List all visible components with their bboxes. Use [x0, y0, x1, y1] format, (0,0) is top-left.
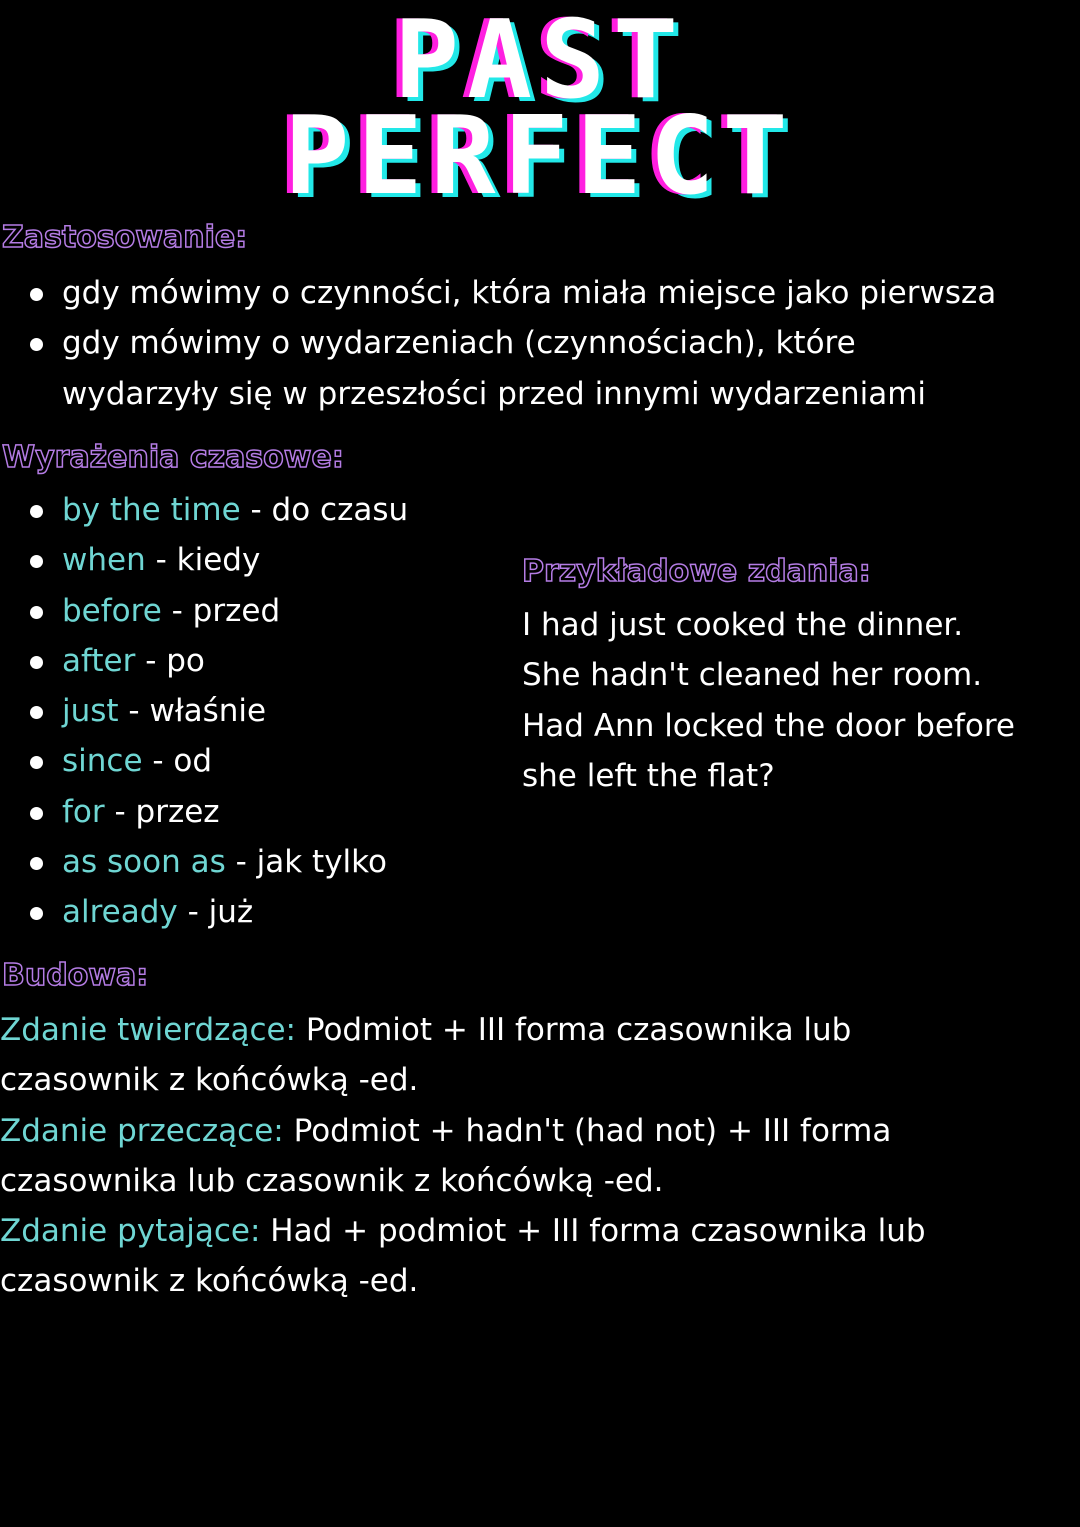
- structure-heading: Budowa:: [2, 958, 149, 993]
- expression-en: as soon as: [62, 844, 226, 881]
- title-line-1: PAST: [393, 0, 687, 123]
- example-sentence: I had just cooked the dinner.: [522, 607, 964, 643]
- examples-heading: Przykładowe zdania:: [522, 554, 871, 589]
- expression-pl: - do czasu: [240, 492, 409, 528]
- expression-en: just: [62, 693, 119, 730]
- usage-heading: Zastosowanie:: [2, 220, 248, 255]
- expression-en: already: [62, 894, 178, 931]
- expression-en: after: [62, 642, 136, 679]
- example-sentence: She hadn't cleaned her room.: [522, 657, 983, 694]
- time-expression-item: [0, 535, 500, 585]
- time-expression-item: [0, 636, 500, 686]
- time-expression-item: [0, 485, 500, 535]
- structure-affirmative: [0, 1005, 960, 1106]
- time-expression-item: [0, 787, 500, 837]
- expression-pl: - po: [135, 642, 205, 679]
- expression-pl: - kiedy: [145, 542, 261, 579]
- expression-en: for: [62, 793, 105, 830]
- time-expression-item: [0, 736, 500, 786]
- list-item: gdy mówimy o czynności, która miała miejsce jako pierwsza: [0, 268, 1075, 318]
- list-item: gdy mówimy o wydarzeniach (czynnościach), które wydarzyły się w przeszłości przed innymi wydarzeniami: [0, 318, 1075, 419]
- expression-pl: - od: [142, 743, 213, 780]
- expression-en: before: [62, 592, 162, 629]
- title-line-2: PERFECT: [284, 94, 796, 219]
- structure-block: [0, 1005, 960, 1307]
- time-expression-item: [0, 837, 500, 887]
- structure-label: Zdanie pytające:: [0, 1213, 261, 1250]
- structure-label: Zdanie twierdzące:: [0, 1012, 296, 1048]
- example-sentence: Had Ann locked the door before she left the flat?: [522, 707, 1015, 794]
- time-expression-item: [0, 586, 500, 636]
- usage-list: [0, 268, 1075, 419]
- expression-en: when: [62, 542, 146, 579]
- examples-block: [522, 600, 1072, 801]
- expression-pl: - przed: [161, 592, 281, 629]
- time-expressions-heading: Wyrażenia czasowe:: [2, 440, 344, 475]
- structure-negative: [0, 1106, 960, 1207]
- structure-label: Zdanie przeczące:: [0, 1112, 284, 1149]
- expression-pl: - przez: [104, 793, 220, 830]
- structure-question: [0, 1206, 960, 1307]
- expression-pl: - właśnie: [118, 693, 267, 730]
- time-expression-item: [0, 887, 500, 937]
- structure-text: Podmiot + hadn't (had not) + III forma czasownika lub czasownik z końcówką -ed.: [0, 1112, 892, 1199]
- expression-en: since: [62, 743, 143, 780]
- time-expressions-list: [0, 485, 500, 938]
- structure-text: Had + podmiot + III forma czasownika lub czasownik z końcówką -ed.: [0, 1213, 926, 1300]
- expression-pl: - już: [177, 894, 254, 931]
- structure-text: Podmiot + III forma czasownika lub czasownik z końcówką -ed.: [0, 1012, 852, 1099]
- time-expression-item: [0, 686, 500, 736]
- expression-pl: - jak tylko: [225, 844, 387, 881]
- expression-en: by the time: [62, 492, 241, 528]
